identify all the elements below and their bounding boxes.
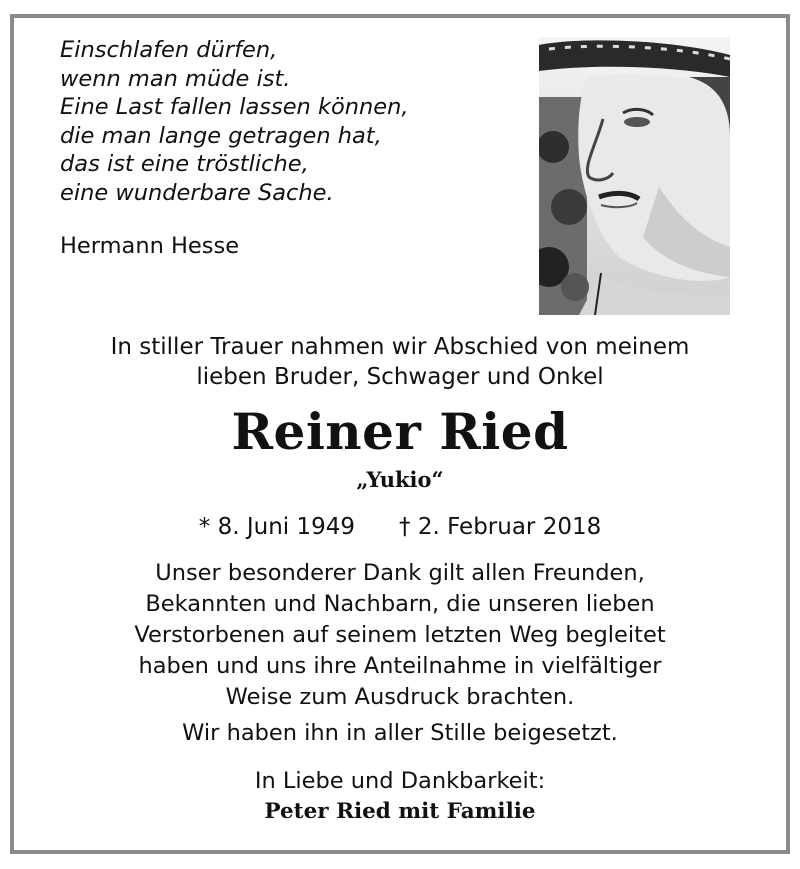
- poem-line: Eine Last fallen lassen können,: [60, 94, 409, 121]
- thanks-line: Unser besonderer Dank gilt allen Freunden,: [155, 560, 645, 586]
- burial-note: Wir haben ihn in aller Stille beigesetzt.: [182, 720, 618, 746]
- poem-line: wenn man müde ist.: [60, 65, 291, 92]
- death-date: † 2. Februar 2018: [399, 514, 602, 540]
- thanks-line: Bekannten und Nachbarn, die unseren lieben: [145, 591, 655, 617]
- closing-line: In Liebe und Dankbarkeit:: [254, 768, 546, 794]
- deceased-name: Reiner Ried: [231, 402, 569, 461]
- poem: [60, 36, 480, 208]
- signer-name: Peter Ried mit Familie: [264, 799, 536, 824]
- deceased-nickname: „Yukio“: [356, 467, 444, 492]
- thanks-line: Verstorbenen auf seinem letzten Weg begleitet: [134, 622, 666, 648]
- thanks-line: haben und uns ihre Anteilnahme in vielfältiger: [138, 653, 662, 679]
- life-dates: [10, 512, 790, 542]
- birth-date: * 8. Juni 1949: [198, 514, 356, 540]
- poem-author: Hermann Hesse: [60, 233, 240, 259]
- portrait-image: [539, 37, 730, 315]
- thanks-line: Weise zum Ausdruck brachten.: [225, 684, 575, 710]
- poem-line: die man lange getragen hat,: [60, 122, 382, 149]
- poem-line: Einschlafen dürfen,: [60, 37, 278, 63]
- intro-text: [10, 332, 790, 392]
- poem-line: eine wunderbare Sache.: [60, 179, 334, 206]
- portrait-photo: [539, 37, 730, 315]
- poem-line: das ist eine tröstliche,: [60, 151, 309, 178]
- thanks-text: [10, 558, 790, 713]
- intro-line: lieben Bruder, Schwager und Onkel: [196, 364, 604, 390]
- intro-line: In stiller Trauer nahmen wir Abschied von meinem: [110, 334, 690, 360]
